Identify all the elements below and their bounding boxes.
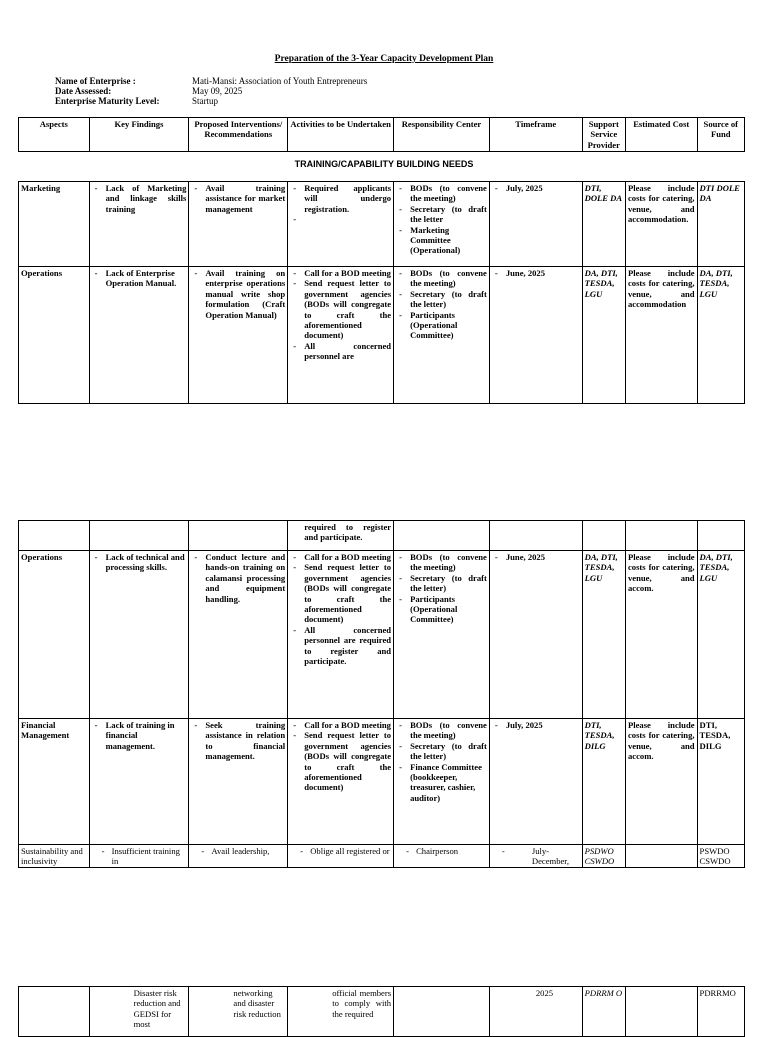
plan-table-part3: [18, 986, 745, 1037]
cell-cost: Please include costs for catering, venue, and accom.: [625, 719, 697, 845]
header-table: [18, 117, 745, 152]
header-cost: Estimated Cost: [625, 118, 697, 152]
finding-item: - Insufficient training in: [92, 846, 187, 867]
table-row: [19, 551, 745, 719]
header-timeframe: Timeframe: [489, 118, 582, 152]
intervention-item: - Conduct lecture and hands-on training on calamansi processing and equipment handling.: [191, 552, 285, 604]
cell-findings: [89, 182, 189, 267]
cell-timeframe: [489, 719, 582, 845]
cell-provider: PDRRM O: [582, 987, 625, 1037]
cell-interventions: [189, 267, 288, 404]
activity-item: - Send request letter to government agencies (BODs will congregate to craft the aforementioned document): [290, 730, 391, 792]
cell-activities: [288, 719, 394, 845]
meta-label: Enterprise Maturity Level:: [55, 96, 160, 106]
timeframe-item: - June, 2025: [492, 552, 580, 562]
cell-aspect: Operations: [19, 551, 90, 719]
cell-responsibility: [394, 719, 490, 845]
meta-label: Date Assessed:: [55, 86, 112, 96]
cell-timeframe: [489, 845, 582, 868]
table-row-continuation: [19, 521, 745, 551]
cell-fund: DTI DOLE DA: [697, 182, 744, 267]
cell-aspect: Marketing: [19, 182, 90, 267]
table-row: [19, 267, 745, 404]
responsibility-item: - Marketing Committee (Operational): [396, 225, 487, 256]
meta-value: May 09, 2025: [192, 86, 243, 96]
cell-interventions: [189, 719, 288, 845]
finding-item: - Lack of Enterprise Operation Manual.: [92, 268, 187, 289]
header-fund: Source of Fund: [697, 118, 744, 152]
intervention-item: - Avail training on enterprise operations manual write shop formulation (Craft Operation Manual): [191, 268, 285, 320]
cell-fund: DA, DTI, TESDA, LGU: [697, 267, 744, 404]
cell-interventions: [189, 182, 288, 267]
cell-aspect: Sustainability and inclusivity: [19, 845, 90, 868]
cell-cost: Please include costs for catering, venue, and accommodation: [625, 267, 697, 404]
cell-provider: DA, DTI, TESDA, LGU: [582, 551, 625, 719]
timeframe-item: - July, 2025: [492, 183, 580, 193]
table-row: [19, 182, 745, 267]
cell-responsibility: [394, 182, 490, 267]
responsibility-item: - Secretary (to draft the letter): [396, 573, 487, 594]
responsibility-item: - Secretary (to draft the letter): [396, 289, 487, 310]
cell-cost: [625, 845, 697, 868]
cell-fund: PDRRMO: [697, 987, 744, 1037]
cell-responsibility: [394, 267, 490, 404]
cell-activities: [288, 845, 394, 868]
cell-responsibility: [394, 551, 490, 719]
activity-item: - Call for a BOD meeting: [290, 720, 391, 730]
cell-timeframe: [489, 267, 582, 404]
cell-responsibility: [394, 845, 490, 868]
plan-table-part1: [18, 181, 745, 404]
cell-activities: [288, 551, 394, 719]
activity-item: - Oblige all registered or: [290, 846, 391, 856]
timeframe-item: - June, 2025: [492, 268, 580, 278]
table-row-continuation: [19, 987, 745, 1037]
activity-item: - All concerned personnel are required to register and participate.: [290, 625, 391, 667]
section-title: TRAINING/CAPABILITY BUILDING NEEDS: [294, 159, 474, 169]
cell-findings: [89, 845, 189, 868]
timeframe-item: - July, 2025: [492, 720, 580, 730]
responsibility-item: - Secretary (to draft the letter: [396, 204, 487, 225]
timeframe-continuation: 2025: [535, 988, 554, 998]
responsibility-item: - BODs (to convene the meeting): [396, 268, 487, 289]
cell-cost: Please include costs for catering, venue, and accommodation.: [625, 182, 697, 267]
cell-activities: [288, 987, 394, 1037]
cell-provider: DTI, DOLE DA: [582, 182, 625, 267]
activity-item: - Call for a BOD meeting: [290, 552, 391, 562]
cell-timeframe: [489, 182, 582, 267]
cell-fund: PSWDO CSWDO: [697, 845, 744, 868]
responsibility-item: - BODs (to convene the meeting): [396, 720, 487, 741]
finding-continuation: Disaster risk reduction and GEDSI for most: [133, 988, 181, 1030]
cell-findings: [89, 719, 189, 845]
responsibility-item: - Finance Committee (bookkeeper, treasurer, cashier, auditor): [396, 762, 487, 804]
cell-aspect: Financial Management: [19, 719, 90, 845]
cell-interventions: [189, 551, 288, 719]
header-responsibility: Responsibility Center: [394, 118, 490, 152]
activity-continuation: official members to comply with the required: [332, 988, 392, 1019]
intervention-continuation: networking and disaster risk reduction: [233, 988, 281, 1019]
responsibility-item: - Participants (Operational Committee): [396, 310, 487, 341]
cell-findings: [89, 987, 189, 1037]
cell-findings: [89, 267, 189, 404]
cell-provider: DA, DTI, TESDA, LGU: [582, 267, 625, 404]
meta-row-date: [55, 86, 367, 96]
activity-item: - Send request letter to government agencies (BODs will congregate to craft the aforementioned document): [290, 562, 391, 624]
cell-provider: DTI, TESDA, DILG: [582, 719, 625, 845]
cell-findings: [89, 551, 189, 719]
responsibility-item: - BODs (to convene the meeting): [396, 552, 487, 573]
cell-timeframe: [489, 987, 582, 1037]
header-interventions: Proposed Interventions/ Recommendations: [189, 118, 288, 152]
activity-item: - Send request letter to government agencies (BODs will congregate to craft the aforementioned document): [290, 278, 391, 340]
table-row: [19, 845, 745, 868]
cell-interventions: [189, 845, 288, 868]
meta-value: Mati-Mansi: Association of Youth Entrepreneurs: [192, 76, 368, 86]
header-key-findings: Key Findings: [89, 118, 189, 152]
cell-aspect: Operations: [19, 267, 90, 404]
intervention-item: - Seek training assistance in relation to financial management.: [191, 720, 285, 762]
activity-item: - Required applicants will undergo registration.: [290, 183, 391, 214]
header-activities: Activities to be Undertaken: [288, 118, 394, 152]
finding-item: - Lack of training in financial management.: [92, 720, 187, 751]
plan-table-part2: [18, 520, 745, 868]
responsibility-item: - Secretary (to draft the letter): [396, 741, 487, 762]
cell-timeframe: [489, 551, 582, 719]
activity-item: - Call for a BOD meeting: [290, 268, 391, 278]
intervention-item: - Avail training assistance for market management: [191, 183, 285, 214]
cell-interventions: [189, 987, 288, 1037]
cell-provider: PSDWO CSWDO: [582, 845, 625, 868]
activity-continuation: required to register and participate.: [304, 522, 392, 543]
responsibility-item: - Chairperson: [396, 846, 487, 856]
table-row: [19, 719, 745, 845]
cell-fund: DA, DTI, TESDA, LGU: [697, 551, 744, 719]
intervention-item: - Avail leadership,: [191, 846, 285, 856]
document-title: Preparation of the 3-Year Capacity Development Plan: [274, 54, 494, 64]
enterprise-info: [55, 76, 367, 106]
cell-activities: [288, 521, 394, 551]
cell-activities: [288, 267, 394, 404]
responsibility-item: - BODs (to convene the meeting): [396, 183, 487, 204]
meta-row-enterprise: [55, 76, 367, 86]
header-provider: Support Service Provider: [582, 118, 625, 152]
header-aspects: Aspects: [19, 118, 90, 152]
finding-item: - Lack of technical and processing skills.: [92, 552, 187, 573]
cell-fund: DTI, TESDA, DILG: [697, 719, 744, 845]
cell-activities: [288, 182, 394, 267]
timeframe-item: - July-December,: [492, 846, 580, 867]
meta-row-maturity: [55, 96, 367, 106]
meta-label: Name of Enterprise :: [55, 76, 136, 86]
responsibility-item: - Participants (Operational Committee): [396, 594, 487, 625]
meta-value: Startup: [192, 96, 218, 106]
activity-item: - All concerned personnel are: [290, 341, 391, 362]
cell-cost: Please include costs for catering, venue, and accom.: [625, 551, 697, 719]
finding-item: - Lack of Marketing and linkage skills training: [92, 183, 187, 214]
